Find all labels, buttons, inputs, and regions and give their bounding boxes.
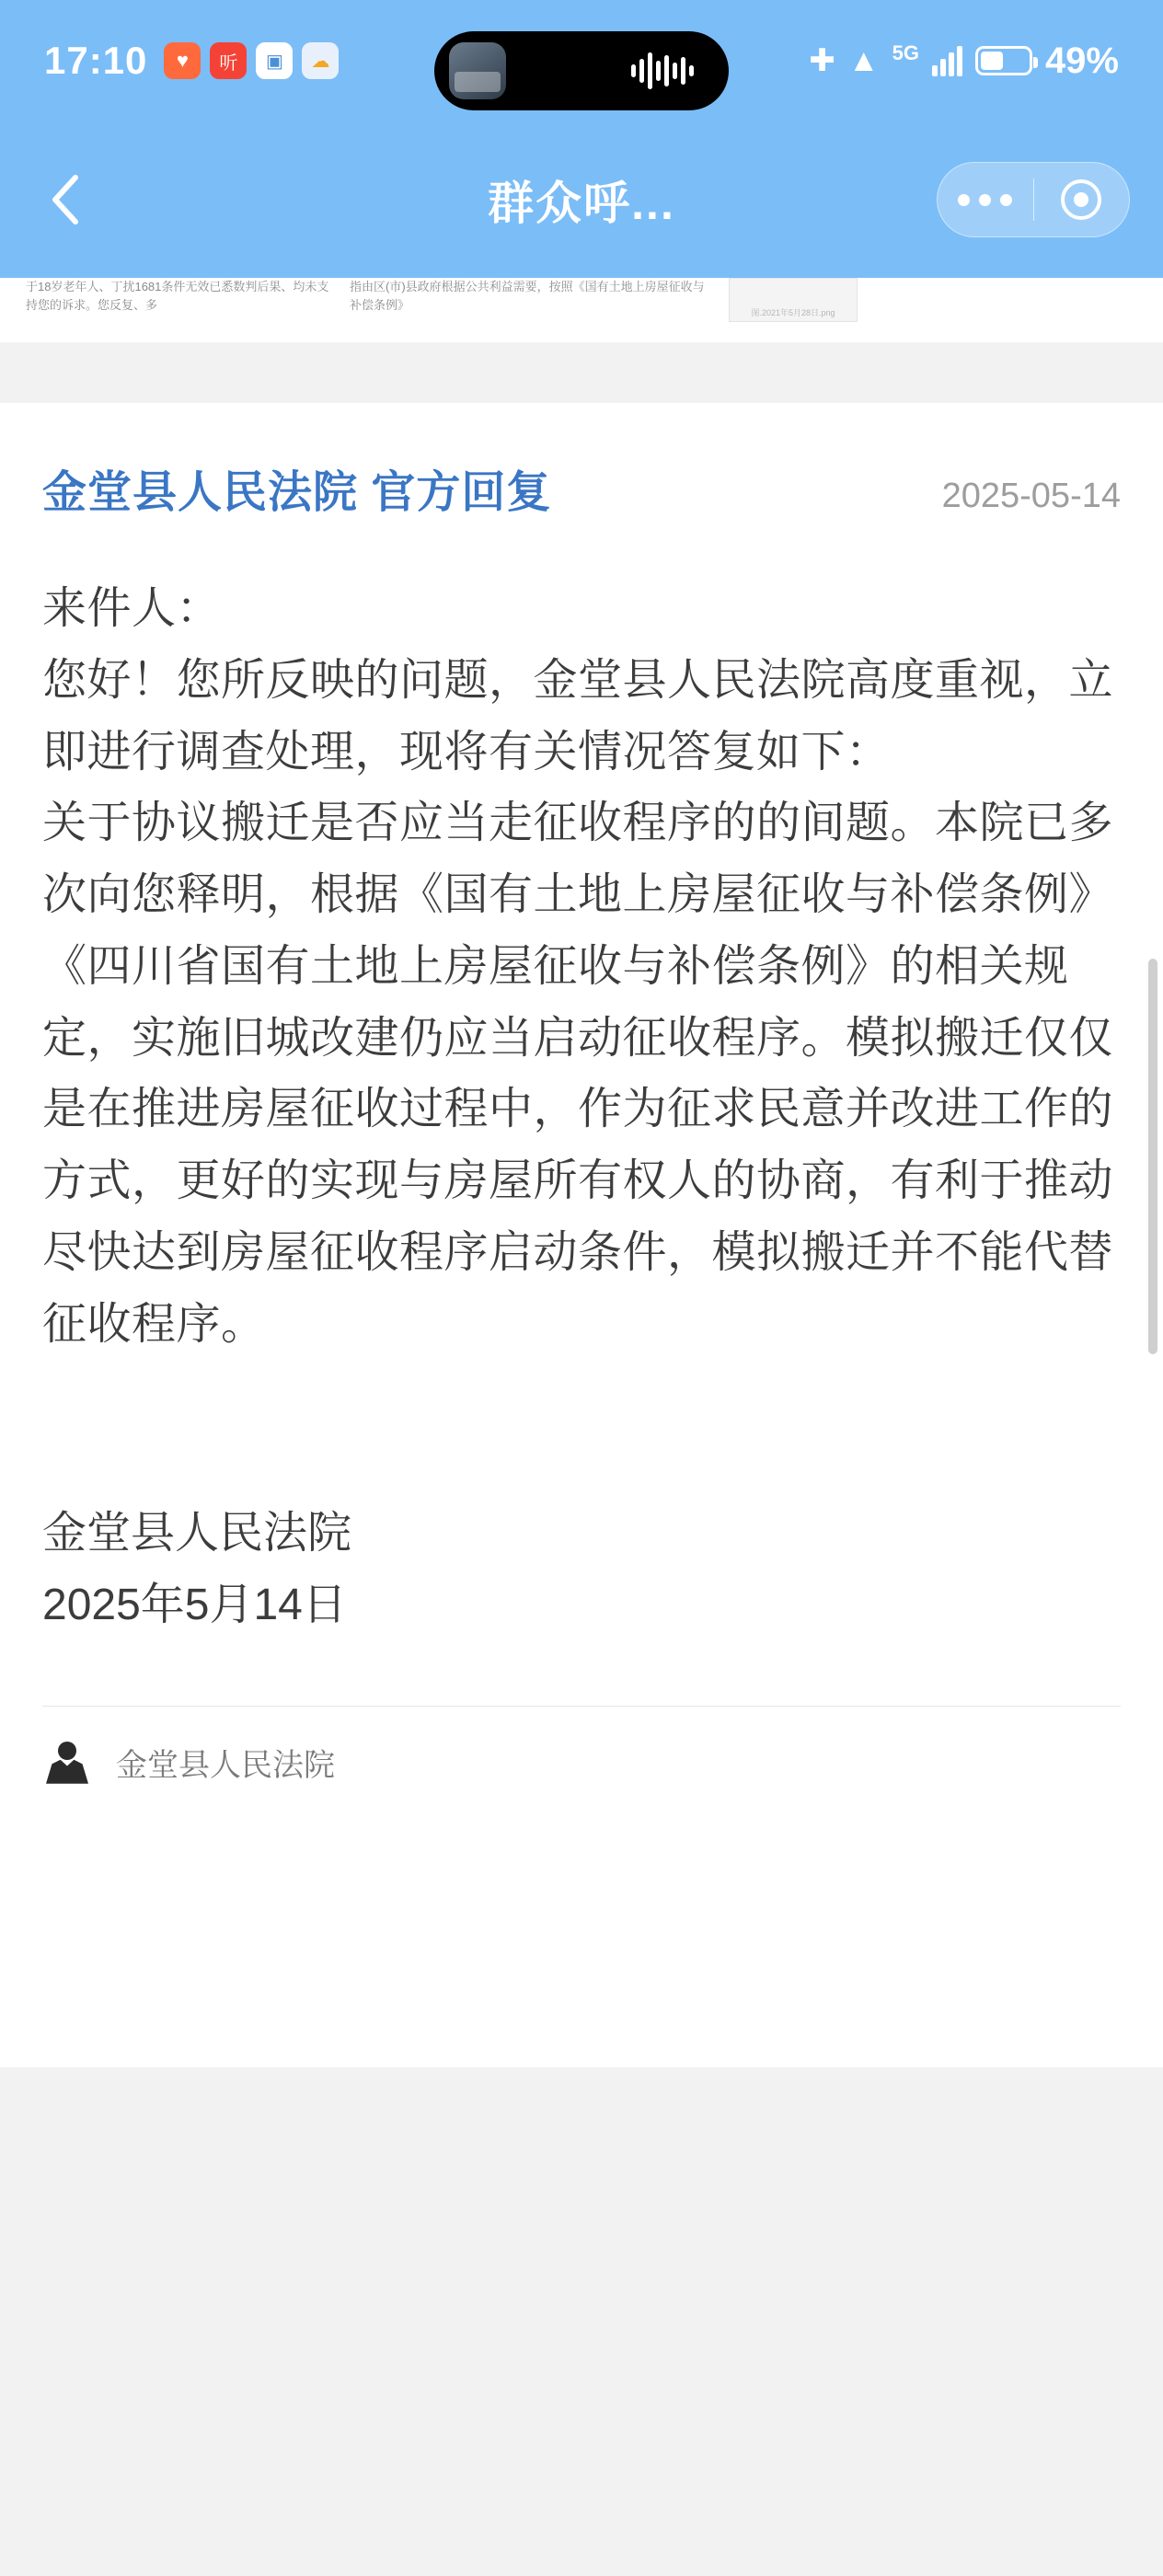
official-reply-card bbox=[0, 403, 1163, 1828]
reply-paragraph-1: 您好！您所反映的问题，金堂县人民法院高度重视，立即进行调查处理，现将有关情况答复如下： bbox=[42, 655, 1114, 776]
section-gap bbox=[0, 342, 1163, 403]
back-chevron-icon bbox=[48, 172, 83, 227]
status-bar-indicators bbox=[809, 40, 1119, 82]
wifi-icon: ▲ bbox=[847, 43, 880, 78]
mini-program-capsule[interactable] bbox=[937, 162, 1130, 237]
heart-icon: ♥ bbox=[164, 42, 201, 79]
signature-organization: 金堂县人民法院 bbox=[42, 1509, 352, 1558]
reply-paragraph-0: 来件人： bbox=[42, 584, 222, 633]
status-bar-time: 17:10 bbox=[44, 39, 148, 82]
reply-signature bbox=[42, 1360, 1121, 1641]
back-button[interactable] bbox=[33, 167, 98, 232]
weather-icon: ☁ bbox=[302, 42, 339, 79]
more-dots-icon[interactable] bbox=[938, 194, 1033, 206]
page-title: 群众呼... bbox=[488, 178, 675, 229]
vertical-scrollbar[interactable] bbox=[1148, 959, 1157, 1354]
bluetooth-icon: ✚ bbox=[809, 43, 835, 78]
reply-organization: 金堂县人民法院 官方回复 bbox=[42, 468, 552, 517]
scroll-content[interactable] bbox=[0, 278, 1163, 2576]
battery-icon bbox=[975, 46, 1032, 75]
audio-waveform-icon bbox=[631, 52, 694, 89]
signal-bars-icon bbox=[932, 45, 962, 76]
card-bottom-fill bbox=[0, 1828, 1163, 2067]
target-circle-icon bbox=[1061, 179, 1101, 220]
user-avatar-icon bbox=[42, 1738, 92, 1788]
previous-card-text-right: 指由区(市)县政府根据公共利益需要，按照《国有土地上房屋征收与补偿条例》 bbox=[350, 280, 705, 312]
previous-card-text-left: 于18岁老年人、丁扰1681条件无效已悉数判后果、均未支持您的诉求。您反复、多 bbox=[26, 280, 329, 312]
reply-paragraph-2: 关于协议搬迁是否应当走征收程序的的间题。本院已多次向您释明，根据《国有土地上房屋征收与补偿条例》《四川省国有土地上房屋征收与补偿条例》的相关规定，实施旧城改建仍应当启动征收程序。模拟搬迁仅仅是在推进房屋征收过程中，作为征求民意并改进工作的方式，更好的实现与房屋所有权人的协商，有利于推动尽快达到房屋征收程序启动条件，模拟搬迁并不能代替征收程序。 bbox=[42, 799, 1114, 1349]
dynamic-island[interactable] bbox=[434, 31, 729, 110]
reply-footer[interactable] bbox=[42, 1707, 1121, 1828]
media-thumbnail-icon bbox=[449, 42, 506, 99]
status-bar bbox=[0, 0, 1163, 121]
reply-date: 2025-05-14 bbox=[941, 477, 1121, 515]
close-mini-program-button[interactable] bbox=[1034, 179, 1130, 220]
nav-bar bbox=[0, 121, 1163, 278]
signature-date: 2025年5月14日 bbox=[42, 1581, 347, 1629]
ting-icon: 听 bbox=[210, 42, 247, 79]
reply-header bbox=[42, 403, 1121, 520]
previous-card-thumbnail[interactable]: 图.2021年5月28日.png bbox=[729, 278, 858, 322]
network-type-label: 5G bbox=[892, 41, 919, 64]
book-icon: ▣ bbox=[256, 42, 293, 79]
footer-organization-name: 金堂县人民法院 bbox=[116, 1748, 335, 1784]
battery-percent-label: 49% bbox=[1044, 40, 1119, 81]
status-bar-app-icons bbox=[164, 42, 339, 79]
reply-body bbox=[42, 520, 1121, 1360]
previous-reply-card[interactable] bbox=[0, 278, 1163, 342]
